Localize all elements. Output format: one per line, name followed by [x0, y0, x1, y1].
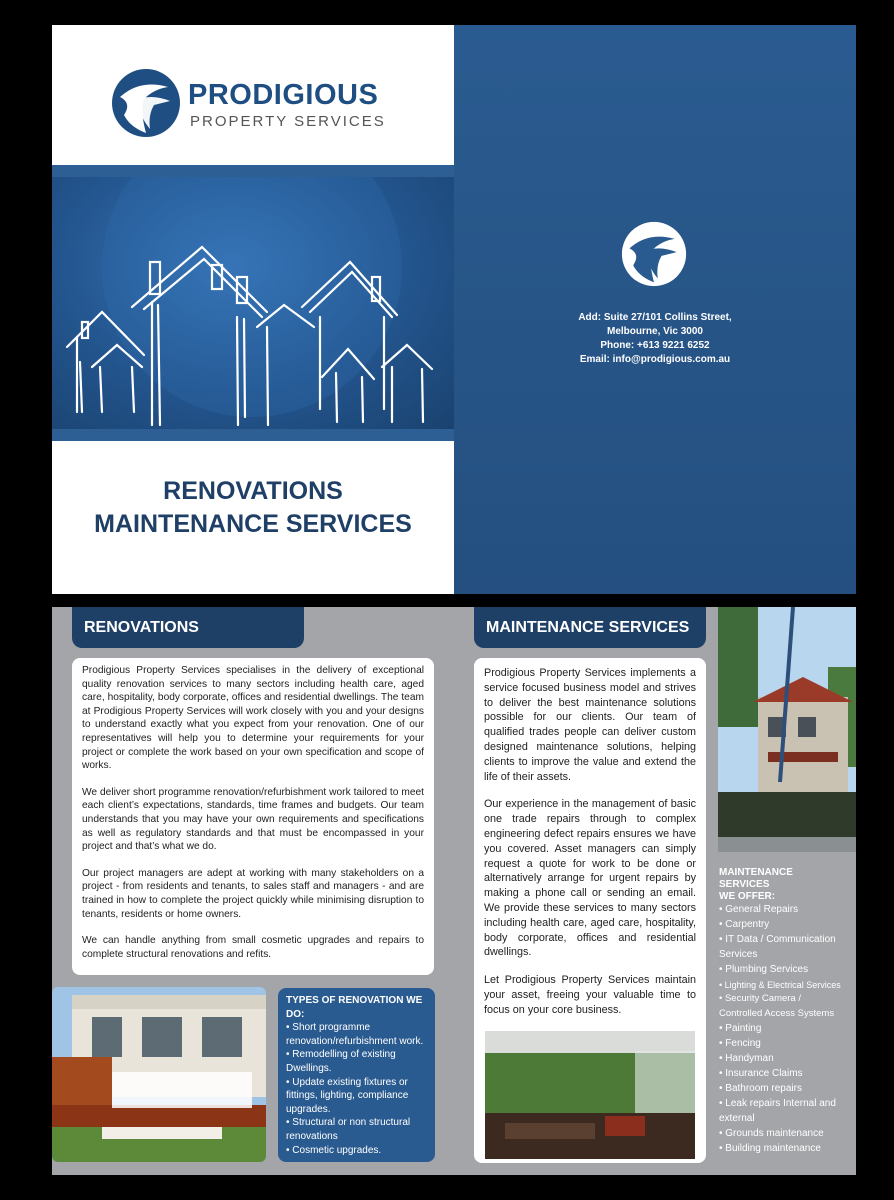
- offer-item: • Carpentry: [719, 918, 770, 930]
- offer-item: • Insurance Claims: [719, 1067, 803, 1079]
- cover-title-line-2: MAINTENANCE SERVICES: [94, 510, 412, 538]
- renovations-page: [52, 607, 454, 1175]
- building-crane-photo: [718, 607, 856, 852]
- offer-item: • Building maintenance: [719, 1142, 821, 1154]
- maintenance-heading: MAINTENANCE SERVICES: [474, 607, 706, 648]
- renovation-type-item: • Cosmetic upgrades.: [286, 1144, 382, 1156]
- offer-item: • Bathroom repairs: [719, 1082, 802, 1094]
- renovation-type-item: • Update existing fixtures or fittings, lighting, compliance upgrades.: [286, 1076, 409, 1115]
- cover-front-page: [52, 25, 454, 594]
- patio-photo: [485, 1031, 695, 1159]
- renovations-text-card: [72, 658, 434, 975]
- maintenance-paragraph-3: Let Prodigious Property Services maintain your asset, freeing your valuable time to focus on your core business.: [484, 974, 696, 1016]
- offer-item: • Painting: [719, 1023, 762, 1035]
- brand-tagline: PROPERTY SERVICES: [190, 113, 386, 130]
- maintenance-paragraph-1: Prodigious Property Services implements a service focused business model and strives to deliver the best maintenance solutions possible for our clients. Our team of qualified trades people can deliver custom designed maintenance solutions, helping clients to improve the value and extend the life of their assets.: [484, 667, 696, 783]
- maintenance-paragraph-2: Our experience in the management of basic one trade repairs through to complex engineering defect repairs ensures we have you covered. Asset managers can simply request a quote for work to be done or alternatively arrange for urgent repairs by making a phone call or sending an email. We provide these services to many sectors including health care, aged care, hospitality, body corporate, offices and residential dwellings.: [484, 798, 696, 959]
- cover-back-page: [454, 25, 856, 594]
- deck-photo-image: [52, 987, 266, 1162]
- renovations-paragraph-1: Prodigious Property Services specialises in the delivery of exceptional quality renovation services to many sectors including health care, aged care, hospitality, body corporate, offices and residential dwellings. The team at Prodigious Property Services will work closely with you and your designs to understand exactly what you expect from your renovation. One of our representatives will help you to determine your requirements for your project or complete the work based on your own specification and scope of works.: [82, 665, 424, 772]
- renovation-type-item: • Structural or non structural renovations: [286, 1117, 411, 1142]
- logo-mark-icon: [620, 220, 688, 288]
- renovations-paragraph-2: We deliver short programme renovation/refurbishment work tailored to meet each client’s expectations, standards, time frames and budgets. Our team understands that you may have your own requirements and specifications as well as regulatory standards and that must be encompassed in your project and that’s what we do.: [82, 786, 424, 853]
- renovations-paragraph-4: We can handle anything from small cosmetic upgrades and repairs to complete structural renovations and refits.: [82, 935, 424, 960]
- maintenance-text-card: [474, 658, 706, 1163]
- contact-city: Melbourne, Vic 3000: [607, 326, 703, 337]
- offer-item: • Plumbing Services: [719, 963, 809, 975]
- brand-logo: [110, 63, 410, 143]
- offer-item: • Leak repairs Internal and external: [719, 1097, 836, 1124]
- offer-item: • IT Data / Communication Services: [719, 933, 836, 960]
- renovations-heading: RENOVATIONS: [72, 607, 304, 648]
- offer-item: • Grounds maintenance: [719, 1127, 824, 1139]
- renovation-types-heading: TYPES OF RENOVATION WE DO:: [286, 995, 423, 1020]
- patio-photo-image: [485, 1031, 695, 1159]
- maintenance-offers-list: [719, 867, 845, 1156]
- renovation-types-box: [278, 988, 435, 1162]
- deck-photo: [52, 987, 266, 1162]
- logo-mark-icon: [110, 67, 182, 139]
- houses-illustration: [52, 177, 454, 429]
- contact-phone: Phone: +613 9221 6252: [600, 340, 710, 351]
- cover-title-line-1: RENOVATIONS: [163, 477, 343, 505]
- house-outline-icon: [52, 177, 454, 429]
- renovation-type-item: • Short programme renovation/refurbishment work.: [286, 1022, 424, 1047]
- cover-blue-band: [52, 165, 454, 441]
- offers-heading-line-2: WE OFFER:: [719, 891, 776, 902]
- contact-details: [454, 311, 856, 367]
- offers-heading-line-1: MAINTENANCE SERVICES: [719, 867, 793, 890]
- renovations-paragraph-3: Our project managers are adept at working with many stakeholders on a project - from residents and tenants, to sales staff and managers - and are trained in how to complete the project quickly while minimising disruption to tenants, residents or home owners.: [82, 867, 424, 920]
- cover-title: [52, 475, 454, 541]
- offer-item: • Lighting & Electrical Services: [719, 979, 841, 990]
- contact-address: Add: Suite 27/101 Collins Street,: [578, 312, 732, 323]
- offer-item: • General Repairs: [719, 904, 799, 915]
- brand-name: PRODIGIOUS: [188, 79, 379, 111]
- maintenance-page: [454, 607, 856, 1175]
- offer-item: • Handyman: [719, 1053, 774, 1065]
- building-photo-image: [718, 607, 856, 852]
- offer-item: • Security Camera / Controlled Access Systems: [719, 993, 835, 1020]
- offer-item: • Fencing: [719, 1038, 761, 1050]
- contact-email: Email: info@prodigious.com.au: [579, 354, 731, 365]
- renovation-type-item: • Remodelling of existing Dwellings.: [286, 1049, 396, 1074]
